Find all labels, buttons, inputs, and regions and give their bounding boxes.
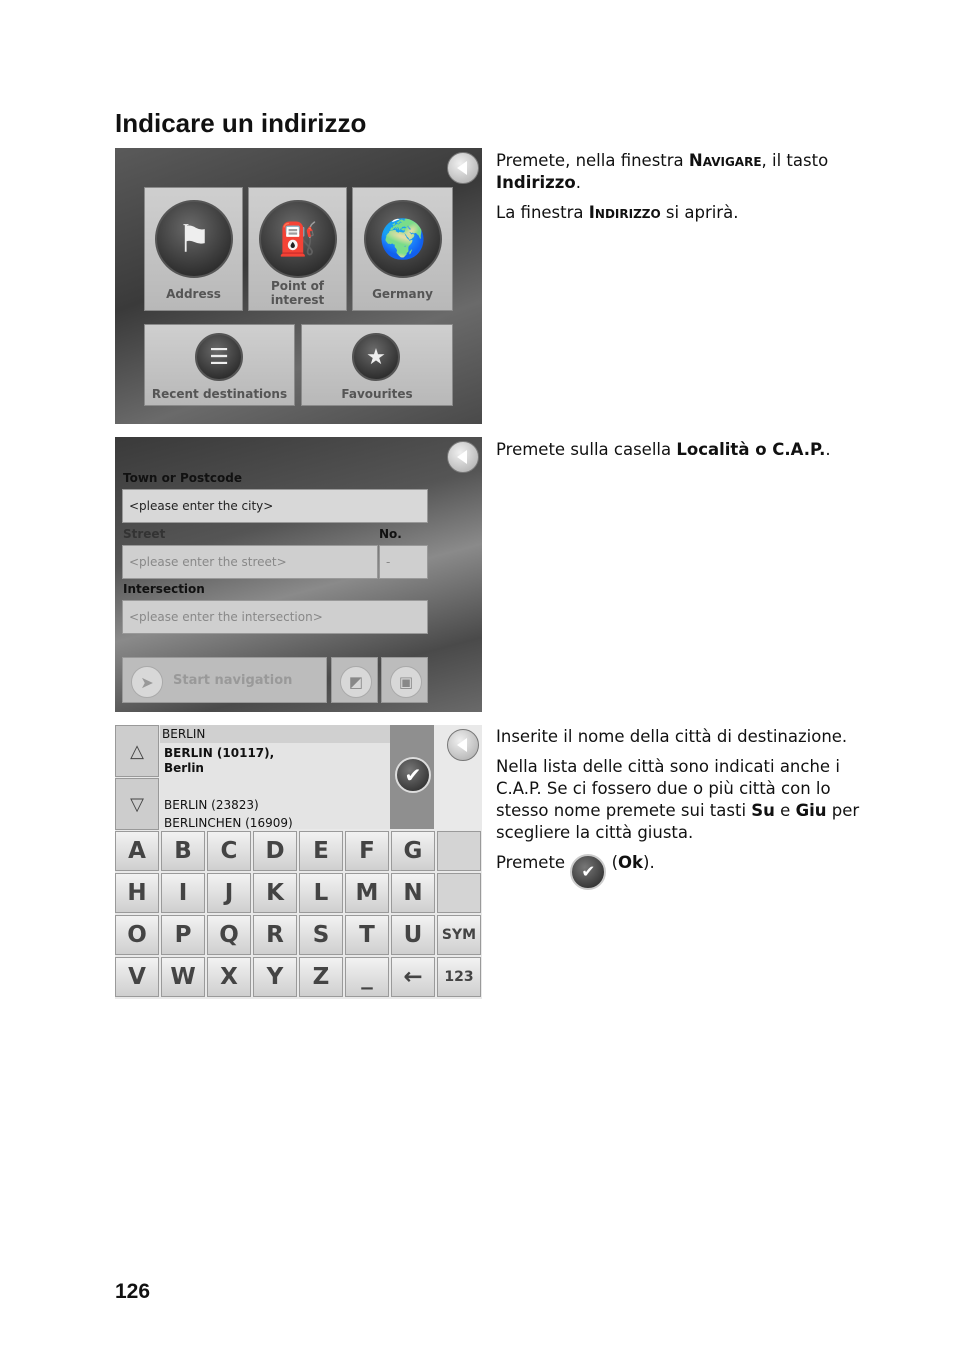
list-item-selected-line1: BERLIN (10117),: [164, 746, 275, 760]
key-u[interactable]: U: [391, 915, 435, 955]
key-o[interactable]: O: [115, 915, 159, 955]
recent-destinations-tile[interactable]: [144, 324, 295, 406]
back-icon[interactable]: [447, 729, 479, 761]
back-icon[interactable]: [447, 441, 479, 473]
flag-icon: ⚑: [155, 200, 233, 278]
town-label: Town or Postcode: [123, 471, 242, 485]
key-blank: [437, 831, 481, 871]
window-name-indirizzo: Indirizzo: [588, 203, 661, 222]
instruction-2-paragraph: [496, 439, 886, 461]
field-name-localita: Località o C.A.P.: [676, 440, 826, 459]
key-w[interactable]: W: [161, 957, 205, 997]
search-input-value: BERLIN: [162, 727, 206, 741]
start-navigation-label: Start navigation: [173, 673, 293, 688]
town-input[interactable]: <please enter the city>: [122, 489, 428, 523]
intersection-input[interactable]: <please enter the intersection>: [122, 600, 428, 634]
back-icon[interactable]: [447, 152, 479, 184]
page-number: 126: [115, 1280, 151, 1303]
text-run: .: [825, 440, 831, 459]
text-run: (: [606, 853, 619, 872]
instruction-1-paragraph-2: [496, 202, 886, 224]
house-number-label: No.: [379, 527, 402, 541]
country-label: Germany: [372, 287, 433, 301]
save-icon: ▣: [390, 666, 422, 698]
poi-label-line1: Point of: [270, 279, 325, 293]
text-run: .: [575, 173, 581, 192]
key-q[interactable]: Q: [207, 915, 251, 955]
chevron-down-icon: ▽: [130, 793, 144, 815]
button-name-giu: Giu: [795, 801, 827, 820]
city-keyboard-screenshot: [115, 725, 482, 999]
favourites-label: Favourites: [341, 387, 413, 401]
key-m[interactable]: M: [345, 873, 389, 913]
instruction-1: [496, 150, 886, 232]
key-123[interactable]: 123: [437, 957, 481, 997]
key-z[interactable]: Z: [299, 957, 343, 997]
instruction-1-paragraph: [496, 150, 886, 194]
key-c[interactable]: C: [207, 831, 251, 871]
text-run: si aprirà.: [660, 203, 739, 222]
key-s[interactable]: S: [299, 915, 343, 955]
text-run: per scegliere la città giusta.: [496, 801, 860, 842]
instruction-3: [496, 726, 886, 898]
city-list: [160, 743, 390, 829]
navigate-window-screenshot: [115, 148, 482, 424]
text-run: e: [774, 801, 796, 820]
list-item[interactable]: BERLIN (23823): [164, 798, 259, 812]
key-x[interactable]: X: [207, 957, 251, 997]
address-window-screenshot: [115, 437, 482, 712]
text-run: Premete: [496, 853, 571, 872]
checkmark-icon: ✔: [395, 757, 431, 793]
instruction-3-paragraph-3: [496, 852, 886, 890]
address-tile[interactable]: [144, 187, 243, 311]
key-underscore[interactable]: _: [345, 957, 389, 997]
start-navigation-button[interactable]: [122, 657, 327, 703]
key-t[interactable]: T: [345, 915, 389, 955]
poi-label: [249, 279, 346, 307]
instruction-2: [496, 439, 886, 469]
list-item[interactable]: BERLINCHEN (16909): [164, 816, 293, 830]
key-r[interactable]: R: [253, 915, 297, 955]
key-d[interactable]: D: [253, 831, 297, 871]
recent-label: Recent destinations: [151, 387, 288, 401]
search-input[interactable]: [160, 725, 390, 743]
scroll-down-button[interactable]: [115, 778, 159, 830]
key-a[interactable]: A: [115, 831, 159, 871]
text-run: Nella lista delle città sono indicati anche i C.A.P. Se ci fossero due o più città con lo stesso nome premete sui tasti: [496, 757, 840, 820]
poi-tile[interactable]: [248, 187, 347, 311]
page-title: Indicare un indirizzo: [115, 108, 367, 138]
poi-label-line2: interest: [270, 293, 325, 307]
instruction-3-paragraph-1: Inserite il nome della città di destinazione.: [496, 727, 848, 746]
button-name-ok: Ok: [618, 853, 644, 872]
star-icon: ★: [352, 333, 400, 381]
text-run: Premete, nella finestra: [496, 151, 689, 170]
map-icon: ◩: [340, 666, 372, 698]
button-name-indirizzo: Indirizzo: [496, 173, 576, 192]
address-label: Address: [166, 287, 221, 301]
checkmark-icon: ✔: [570, 854, 606, 890]
globe-icon: 🌍: [364, 200, 442, 278]
key-l[interactable]: L: [299, 873, 343, 913]
key-f[interactable]: F: [345, 831, 389, 871]
street-label: Street: [123, 527, 166, 541]
list-item-selected[interactable]: [164, 746, 274, 776]
street-input[interactable]: <please enter the street>: [122, 545, 378, 579]
key-j[interactable]: J: [207, 873, 251, 913]
key-n[interactable]: N: [391, 873, 435, 913]
key-h[interactable]: H: [115, 873, 159, 913]
list-icon: ☰: [195, 333, 243, 381]
key-p[interactable]: P: [161, 915, 205, 955]
text-run: La finestra: [496, 203, 589, 222]
key-backspace[interactable]: ←: [391, 957, 435, 997]
map-button[interactable]: [331, 657, 378, 703]
window-name-navigare: Navigare: [688, 151, 762, 170]
list-item-selected-line2: Berlin: [164, 761, 204, 775]
text-run: ).: [643, 853, 655, 872]
key-y[interactable]: Y: [253, 957, 297, 997]
intersection-label: Intersection: [123, 582, 205, 596]
country-tile[interactable]: [352, 187, 453, 311]
ok-button[interactable]: [390, 725, 434, 829]
key-k[interactable]: K: [253, 873, 297, 913]
fuel-pump-icon: ⛽: [259, 200, 337, 278]
button-name-su: Su: [751, 801, 775, 820]
text-run: , il tasto: [761, 151, 829, 170]
key-blank: [437, 873, 481, 913]
key-g[interactable]: G: [391, 831, 435, 871]
key-sym[interactable]: SYM: [437, 915, 481, 955]
house-number-input[interactable]: -: [379, 545, 428, 579]
key-e[interactable]: E: [299, 831, 343, 871]
key-b[interactable]: B: [161, 831, 205, 871]
instruction-3-paragraph-2: [496, 756, 886, 844]
key-i[interactable]: I: [161, 873, 205, 913]
text-run: Premete sulla casella: [496, 440, 677, 459]
navigation-arrow-icon: ➤: [131, 666, 163, 698]
save-button[interactable]: [381, 657, 428, 703]
chevron-up-icon: △: [130, 740, 144, 762]
key-v[interactable]: V: [115, 957, 159, 997]
scroll-up-button[interactable]: [115, 725, 159, 777]
favourites-tile[interactable]: [301, 324, 453, 406]
